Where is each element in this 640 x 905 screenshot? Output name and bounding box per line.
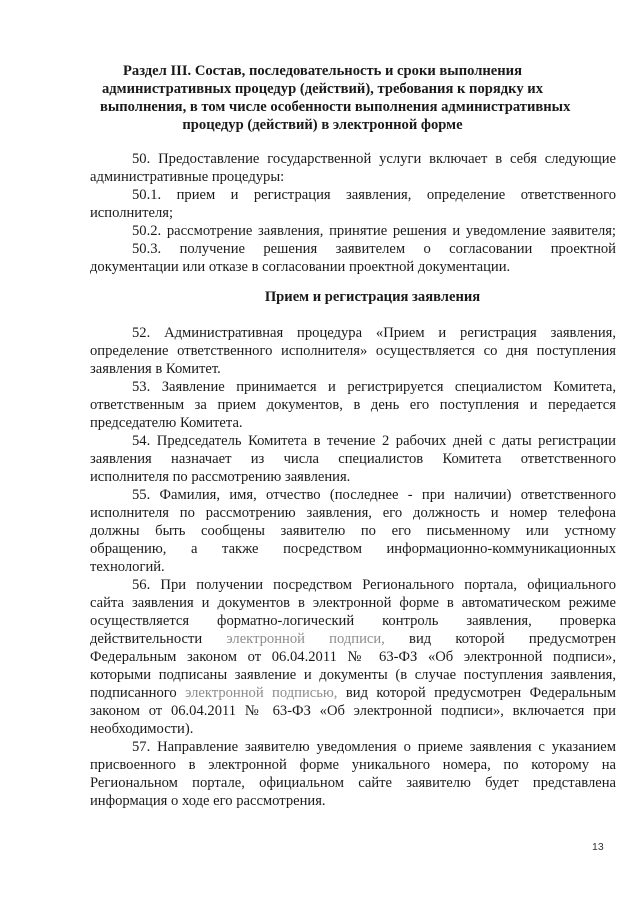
paragraph-55-line: должны быть сообщены заявителю по его письменному или устному xyxy=(90,523,616,539)
paragraph-52-line: 52. Административная процедура «Прием и регистрация заявления, xyxy=(132,325,616,341)
section-heading-line: выполнения, в том числе особенности выполнения административных xyxy=(100,99,571,115)
paragraph-56-line xyxy=(90,630,616,648)
paragraph-50-1-line: 50.1. прием и регистрация заявления, определение ответственного xyxy=(132,187,616,203)
paragraph-55-line: 55. Фамилия, имя, отчество (последнее - при наличии) ответственного xyxy=(132,487,616,503)
section-heading-line: процедур (действий) в электронной форме xyxy=(182,117,463,133)
faint-text-fragment: электронной подписи, xyxy=(226,631,385,647)
paragraph-53-line: ответственным за прием документов, в день его поступления и передается xyxy=(90,397,616,413)
section-heading xyxy=(100,62,571,134)
paragraph-56-line: Федеральным законом от 06.04.2011 № 63-ФЗ «Об электронной подписи», xyxy=(90,649,616,665)
text-fragment: подписанного xyxy=(90,685,177,701)
text-fragment: действительности xyxy=(90,631,203,647)
paragraph-55-line: исполнителя по рассмотрению заявления, его должность и номер телефона xyxy=(90,505,616,521)
section-heading-line: Раздел III. Состав, последовательность и сроки выполнения xyxy=(122,63,522,79)
paragraph-57-line: 57. Направление заявителю уведомления о приеме заявления с указанием xyxy=(132,739,616,755)
paragraph-54-line: исполнителя по рассмотрению заявления. xyxy=(90,469,351,485)
paragraph-56-line xyxy=(90,684,616,702)
paragraph-52-line: определение ответственного исполнителя» осуществляется со дня поступления xyxy=(90,343,616,359)
paragraph-53-line: 53. Заявление принимается и регистрируется специалистом Комитета, xyxy=(132,379,616,395)
subsection-heading: Прием и регистрация заявления xyxy=(264,289,481,305)
paragraph-57-line: присвоенного в электронной форме уникального номера, по которому на xyxy=(90,757,616,773)
paragraph-50-3-line: 50.3. получение решения заявителем о согласовании проектной xyxy=(132,241,616,257)
paragraph-54-line: заявления назначает из числа специалистов Комитета ответственного xyxy=(90,451,616,467)
paragraph-57-line: Региональном портале, официальном сайте заявителю будет представлена xyxy=(90,775,616,791)
paragraph-56-line: сайта заявления и документов в электронной форме в автоматическом режиме xyxy=(90,595,616,611)
section-heading-line: административных процедур (действий), требования к порядку их xyxy=(101,81,544,97)
paragraph-50-1-line: исполнителя; xyxy=(90,205,174,221)
paragraph-56-line: которыми подписаны заявление и документы (в случае поступления заявления, xyxy=(90,667,616,683)
paragraph-56-line: 56. При получении посредством Регионального портала, официального xyxy=(132,577,616,593)
paragraph-52-line: заявления в Комитет. xyxy=(90,361,221,377)
paragraph-55-line: обращению, а также посредством информационно-коммуникационных xyxy=(90,541,616,557)
paragraph-55-line: технологий. xyxy=(90,559,165,575)
paragraph-56-line: необходимости). xyxy=(90,721,194,737)
paragraph-56-line: осуществляется форматно-логический контроль заявления, проверка xyxy=(90,613,616,629)
paragraph-50-2-line: 50.2. рассмотрение заявления, принятие решения и уведомление заявителя; xyxy=(132,223,616,239)
text-fragment: вид которой предусмотрен Федеральным xyxy=(345,685,617,701)
paragraph-57-line: информация о ходе его рассмотрения. xyxy=(90,793,326,809)
paragraph-50-line: административные процедуры: xyxy=(90,169,285,185)
faint-text-fragment: электронной подписью, xyxy=(185,685,338,701)
paragraph-54-line: 54. Председатель Комитета в течение 2 рабочих дней с даты регистрации xyxy=(132,433,616,449)
paragraph-53-line: председателю Комитета. xyxy=(90,415,243,431)
text-fragment: вид которой предусмотрен xyxy=(409,631,616,647)
paragraph-50-line: 50. Предоставление государственной услуги включает в себя следующие xyxy=(132,151,616,167)
paragraph-56-line: законом от 06.04.2011 № 63-ФЗ «Об электронной подписи», включается при xyxy=(90,703,616,719)
paragraph-50-3-line: документации или отказе в согласовании проектной документации. xyxy=(90,259,511,275)
page-number: 13 xyxy=(592,841,604,853)
